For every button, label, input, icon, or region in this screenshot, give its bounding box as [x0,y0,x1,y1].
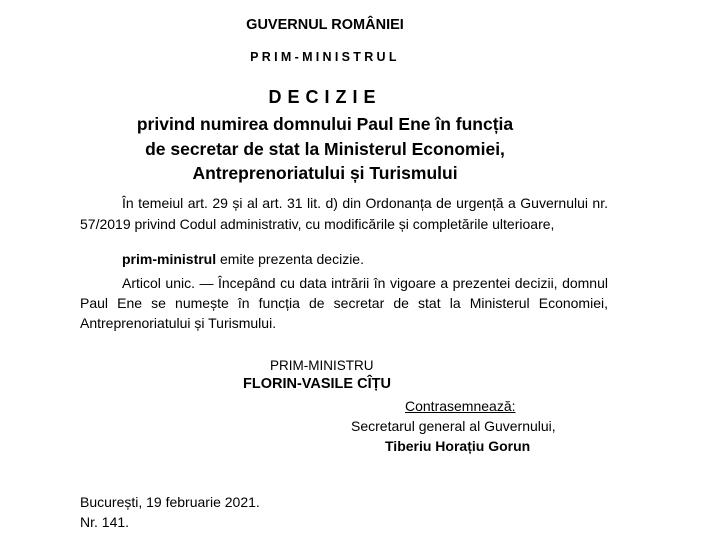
signature-role: PRIM-MINISTRU [270,358,374,373]
decision-title-line-3: Antreprenoriatului și Turismului [192,163,458,183]
signature-name: FLORIN-VASILE CÎȚU [243,376,391,392]
issuer-paragraph [80,249,608,270]
issuer-bold: prim-ministrul [122,251,217,267]
article-paragraph: Articol unic. — Începând cu data intrării în vigoare a prezentei decizii, domnul Paul Ene se numește în funcția de secretar de stat la Ministerul Economiei, Antreprenoriatului și Turismului. [80,275,608,331]
decision-word: DECIZIE [268,87,382,107]
legal-basis-paragraph: În temeiul art. 29 și al art. 31 lit. d) din Ordonanța de urgență a Guvernului nr. 57/2019 privind Codul administrativ, cu modificările și completările ulterioare, [80,195,608,232]
countersign-label: Contrasemnează: [405,398,516,414]
place-date: București, 19 februarie 2021. [80,494,260,510]
government-heading: GUVERNUL ROMÂNIEI [246,17,404,33]
decision-number: Nr. 141. [80,514,130,530]
decision-title-line-2: de secretar de stat la Ministerul Economiei, [145,139,505,159]
issuer-rest: emite prezenta decizie. [216,251,364,267]
countersign-role: Secretarul general al Guvernului, [351,418,556,434]
countersign-name: Tiberiu Horațiu Gorun [385,438,531,454]
prime-minister-heading: PRIM-MINISTRUL [250,50,400,64]
decision-title-line-1: privind numirea domnului Paul Ene în funcția [136,114,514,134]
